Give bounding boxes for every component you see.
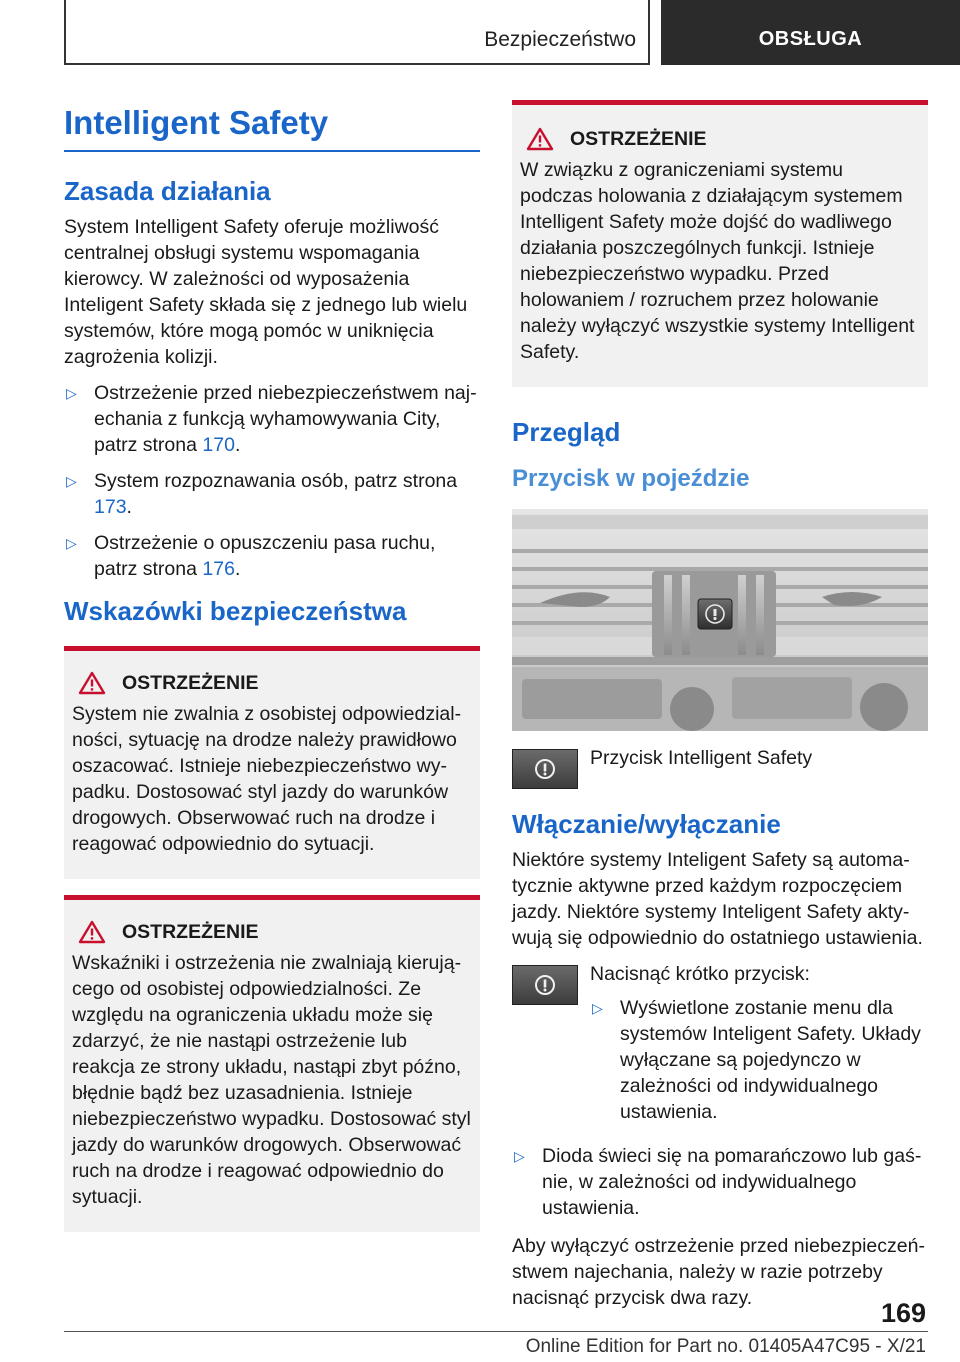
page-link[interactable]: 170	[202, 434, 235, 456]
warning-label: OSTRZEŻENIE	[570, 127, 707, 150]
warning-header	[520, 127, 920, 151]
list-item-text: Ostrzeżenie przed niebezpieczeństwem najechania z funkcją wyhamowywania City, patrz strona	[94, 382, 477, 456]
warning-triangle-icon	[526, 127, 554, 151]
header-chapter-tab[interactable]	[661, 0, 960, 65]
button-caption-row	[512, 749, 928, 789]
warning-header	[72, 920, 472, 944]
header-divider-mid	[648, 0, 650, 64]
footer-rule	[64, 1331, 928, 1332]
button-caption: Przycisk Intelligent Safety	[590, 747, 813, 769]
list-item	[64, 468, 480, 520]
warning-triangle-icon	[78, 920, 106, 944]
press-instruction-row	[512, 961, 928, 1135]
header-divider-bottom	[64, 63, 650, 65]
warning-header	[72, 671, 472, 695]
list-item-end: .	[234, 434, 241, 456]
warning-box	[64, 646, 480, 879]
safety-exclamation-icon	[533, 757, 557, 781]
header-chapter-label: OBSŁUGA	[758, 28, 863, 50]
warning-box	[512, 100, 928, 387]
press-instruction: Nacisnąć krótko przycisk:	[590, 963, 810, 985]
intelligent-safety-button[interactable]	[512, 965, 578, 1005]
press-instruction-block	[590, 961, 928, 1135]
triangle-bullet-icon: ▷	[514, 1148, 525, 1164]
triangle-bullet-icon: ▷	[66, 473, 77, 489]
intro-paragraph: System Intelligent Safety oferuje możliwość centralnej obsługi systemu wspomagania kierowcy. W zależności od wyposażenia Inteligent Safety składa się z jednego lub wielu systemów, które mogą pomóc w uniknięcia zagrożenia kolizji.	[64, 216, 468, 368]
list-item-end: .	[126, 496, 132, 518]
triangle-bullet-icon: ▷	[66, 385, 77, 401]
page-link[interactable]: 173	[94, 496, 127, 518]
warning-text: System nie zwalnia z osobistej odpowiedzialności, sytuację na drodze należy prawidłowo oszacować. Istnieje niebezpieczeństwo wypadku. Dostosować styl jazdy do warunków drogowych. Obserwować ruch na drodze i reagować odpowiednio do sytuacji.	[72, 703, 462, 855]
warning-triangle-icon	[78, 671, 106, 695]
triangle-bullet-icon: ▷	[592, 1000, 603, 1016]
list-item-text: Wyświetlone zostanie menu dla systemów Inteligent Safety. Układy wyłączane są pojedynczo w zależności od indywidualnego ustawienia.	[620, 997, 921, 1123]
heading-safety-notes: Wskazówki bezpieczeństwa	[64, 596, 407, 626]
list-item-text: System rozpoznawania osób, patrz strona	[94, 470, 458, 492]
warning-label: OSTRZEŻENIE	[122, 671, 259, 694]
heading-principle: Zasada działania	[64, 176, 271, 206]
warning-text: W związku z ograniczeniami systemu podczas holowania z działającym systemem Intelligent Safety może dojść do wadliwego działania poszczególnych funkcji. Istnieje niebezpieczeństwo wypadku. Przed holowaniem / rozruchem przez holowanie należy wyłączyć wszystkie systemy Intelligent Safety.	[520, 159, 915, 363]
heading-on-off: Włączanie/wyłączanie	[512, 809, 781, 839]
list-item	[64, 380, 480, 458]
list-item	[64, 530, 480, 582]
press-sublist	[590, 995, 928, 1125]
warning-text: Wskaźniki i ostrzeżenia nie zwalniają kierującego od osobistej odpowiedzialności. Ze względu na ograniczenia układu może się zdarzyć, że nie nastąpi ostrzeżenie lub reakcja ze strony układu, nastąpi zbyt późno, błędnie bądź bez uzasadnienia. Istnieje niebezpieczeństwo wypadku. Dostosować styl jazdy do warunków drogowych. Obserwować ruch na drodze i reagować odpowiednio do sytuacji.	[72, 952, 471, 1208]
list-item	[590, 995, 928, 1125]
page-title: Intelligent Safety	[64, 104, 329, 141]
header-divider-left	[64, 0, 66, 64]
page-link[interactable]: 176	[202, 558, 235, 580]
heading-vehicle-button: Przycisk w pojeździe	[512, 465, 750, 492]
list-item-end: .	[234, 558, 241, 580]
triangle-bullet-icon: ▷	[66, 535, 77, 551]
systems-list	[64, 380, 480, 582]
safety-exclamation-icon	[533, 973, 557, 997]
page-number: 169	[880, 1298, 926, 1328]
left-column	[64, 100, 480, 1248]
auto-paragraph: Niektóre systemy Inteligent Safety są automatycznie aktywne przed każdym rozpoczęciem jazdy. Niektóre systemy Inteligent Safety aktywują się odpowiednio do ostatniego ustawienia.	[512, 849, 923, 949]
list-item-text: Dioda świeci się na pomarańczowo lub gaśnie, w zależności od indywidualnego ustawienia.	[542, 1145, 922, 1219]
footer-edition: Online Edition for Part no. 01405A47C95 - X/21	[525, 1336, 926, 1357]
off-paragraph: Aby wyłączyć ostrzeżenie przed niebezpieczeństwem najechania, należy w razie potrzeby nacisnąć przycisk dwa razy.	[512, 1235, 925, 1309]
led-list	[512, 1143, 928, 1221]
dashboard-button-photo	[512, 509, 928, 731]
warning-box	[64, 895, 480, 1232]
heading-overview: Przegląd	[512, 417, 621, 447]
list-item-text: Ostrzeżenie o opuszczeniu pasa ruchu, patrz strona	[94, 532, 436, 580]
list-item	[512, 1143, 928, 1221]
right-column	[512, 100, 928, 1321]
header-section-title: Bezpieczeństwo	[484, 28, 636, 51]
warning-label: OSTRZEŻENIE	[122, 920, 259, 943]
intelligent-safety-button[interactable]	[512, 749, 578, 789]
title-rule	[64, 150, 480, 152]
